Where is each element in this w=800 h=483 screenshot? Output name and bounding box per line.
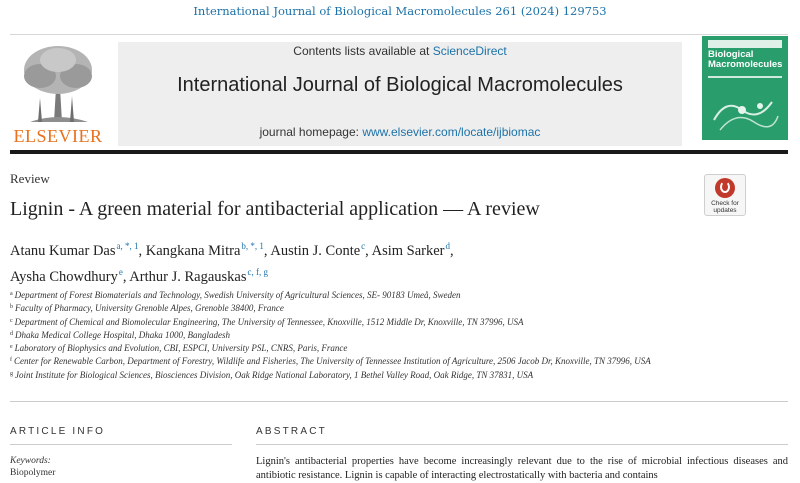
author-name[interactable]: Arthur J. Ragauskas <box>129 269 247 285</box>
affiliation-key: d <box>10 330 13 337</box>
author-name[interactable]: Asim Sarker <box>371 243 445 259</box>
journal-citation[interactable]: International Journal of Biological Macromolecules 261 (2024) 129753 <box>193 4 607 18</box>
elsevier-tree-icon <box>10 42 106 126</box>
affiliation-item <box>10 301 690 314</box>
affiliation-key: a <box>10 291 13 297</box>
author-affiliation-marks[interactable]: b, *, 1 <box>241 241 264 251</box>
author-affiliation-marks[interactable]: c <box>361 241 366 251</box>
affiliation-text: Department of Chemical and Biomolecular Engineering, The University of Tennessee, Knoxville, 1512 Middle Dr, Knoxville, TN 37996, USA <box>14 316 524 327</box>
journal-homepage <box>118 125 682 139</box>
masthead-divider <box>10 150 788 154</box>
contents-availability <box>118 44 682 58</box>
section-divider <box>10 401 788 402</box>
affiliation-item <box>10 328 690 341</box>
author-affiliation-marks[interactable]: d <box>445 241 451 251</box>
affiliation-item <box>10 341 690 354</box>
author-name[interactable]: Kangkana Mitra <box>145 243 241 259</box>
author-separator: , <box>138 243 146 259</box>
affiliation-key: f <box>10 357 12 364</box>
affiliation-text: Laboratory of Biophysics and Evolution, CBI, ESPCI, University PSL, CNRS, Paris, France <box>14 343 348 354</box>
journal-homepage-link[interactable]: www.elsevier.com/locate/ijbiomac <box>362 125 541 139</box>
affiliation-item <box>10 354 690 367</box>
journal-title: International Journal of Biological Macromolecules <box>177 74 623 96</box>
abstract-body: Lignin's antibacterial properties have become increasingly relevant due to the rise of microbial infectious diseases and antibiotic resistance. Lignin is capable of interacting electrostatically with bacteria and contains <box>256 456 788 481</box>
affiliation-text: Center for Renewable Carbon, Department of Forestry, Wildlife and Fisheries, The University of Tennessee Institution of Agriculture, 2506 Jacob Dr, Knoxville, TN 37996, USA <box>14 356 651 367</box>
article-title: Lignin - A green material for antibacterial application — A review <box>10 198 540 220</box>
author-separator: , <box>365 243 372 259</box>
affiliation-text: Faculty of Pharmacy, University Grenoble Alpes, Grenoble 38400, France <box>15 303 284 314</box>
affiliation-list <box>10 288 690 381</box>
article-type: Review <box>10 171 50 186</box>
article-info-heading: ARTICLE INFO <box>10 426 106 437</box>
article-info-divider <box>10 444 232 445</box>
affiliation-text: Joint Institute for Biological Sciences, Biosciences Division, Oak Ridge National Laboratory, 1 Bethel Valley Road, Oak Ridge, TN 37831, USA <box>15 369 534 380</box>
keyword-item[interactable]: Biopolymer <box>10 468 56 478</box>
abstract-heading: ABSTRACT <box>256 426 327 437</box>
author-affiliation-marks[interactable]: e <box>118 267 123 277</box>
keywords-label: Keywords: <box>10 456 51 466</box>
affiliation-item <box>10 288 690 301</box>
abstract-divider <box>256 444 788 445</box>
affiliation-item <box>10 315 690 328</box>
sciencedirect-link[interactable]: ScienceDirect <box>432 44 507 58</box>
affiliation-text: Dhaka Medical College Hospital, Dhaka 1000, Bangladesh <box>15 329 230 340</box>
affiliation-key: g <box>10 370 13 377</box>
author-separator: , <box>450 243 454 259</box>
affiliation-key: c <box>10 317 13 324</box>
check-for-updates-label: Check for updates <box>711 200 739 214</box>
affiliation-item <box>10 368 690 381</box>
author-name[interactable]: Atanu Kumar Das <box>10 243 116 259</box>
check-for-updates-button[interactable] <box>704 174 746 216</box>
author-affiliation-marks[interactable]: a, *, 1 <box>116 241 139 251</box>
author-separator: , <box>263 243 271 259</box>
cover-title: Biological Macromolecules <box>708 49 783 70</box>
journal-masthead <box>118 42 682 146</box>
author-list <box>10 236 630 288</box>
affiliation-key: b <box>10 304 13 311</box>
header-divider <box>10 34 788 35</box>
author-separator: , <box>122 269 130 285</box>
author-name[interactable]: Austin J. Conte <box>270 243 361 259</box>
affiliation-key: e <box>10 344 13 351</box>
affiliation-text: Department of Forest Biomaterials and Technology, Swedish University of Agricultural Sciences, SE- 90183 Umeå, Sweden <box>14 290 461 300</box>
cover-structure-icon <box>702 80 788 140</box>
journal-cover[interactable] <box>702 36 788 140</box>
author-affiliation-marks[interactable]: c, f, g <box>247 267 268 277</box>
elsevier-logo[interactable] <box>10 42 106 146</box>
cover-subtitle-strip <box>708 76 782 78</box>
contents-prefix: Contents lists available at <box>293 44 433 58</box>
elsevier-wordmark: ELSEVIER <box>13 126 103 146</box>
author-name[interactable]: Aysha Chowdhury <box>10 269 118 285</box>
homepage-prefix: journal homepage: <box>259 125 363 139</box>
cover-header-strip <box>708 40 782 48</box>
refresh-icon <box>715 178 735 198</box>
